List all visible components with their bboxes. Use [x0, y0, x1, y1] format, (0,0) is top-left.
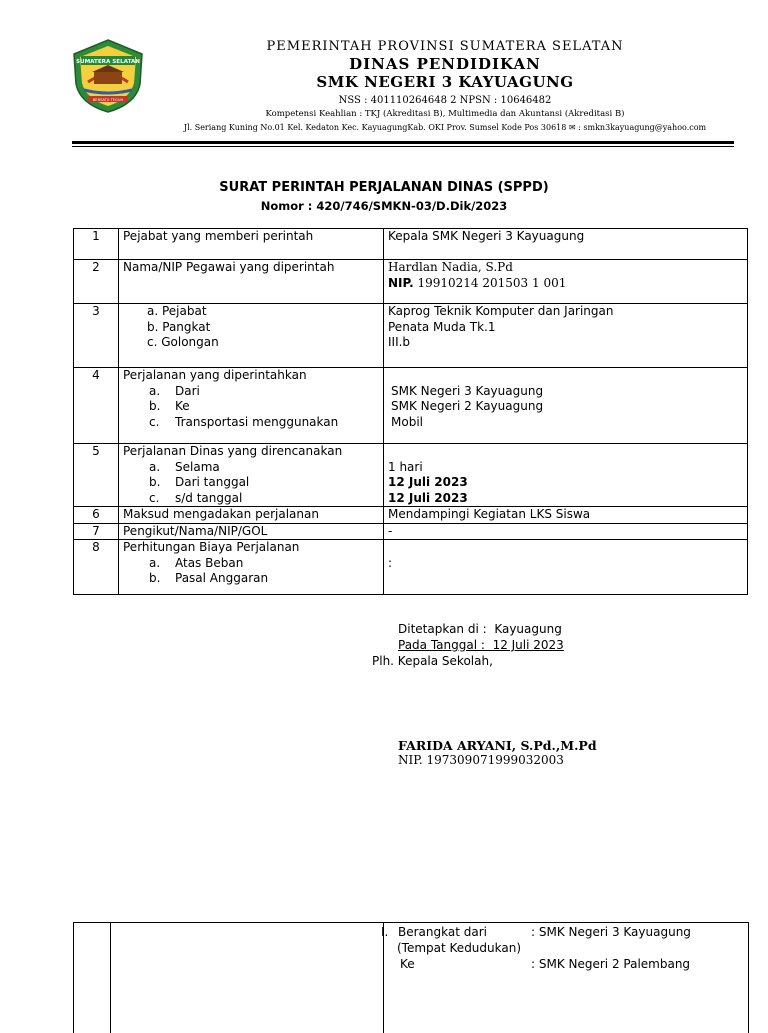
sub-value: Kaprog Teknik Komputer dan Jaringan — [388, 304, 614, 318]
row-label: Pejabat yang memberi perintah — [119, 229, 384, 260]
row-value: Mendampingi Kegiatan LKS Siswa — [384, 507, 748, 524]
list-marker: c. — [149, 414, 160, 429]
letterhead-rule-thick — [72, 141, 734, 144]
department-line: DINAS PENDIDIKAN — [349, 55, 541, 73]
logo-motto: BERSATU TEGUH — [92, 97, 124, 102]
departure-table — [73, 922, 749, 1033]
nip-label: NIP. — [388, 275, 414, 290]
table-row — [74, 540, 748, 595]
sub-value: SMK Negeri 2 Kayuagung — [391, 399, 544, 413]
destination-key: Ke — [400, 957, 415, 971]
destination-value: : SMK Negeri 2 Palembang — [531, 957, 691, 971]
list-marker: a. — [149, 555, 161, 570]
school-name: SMK NEGERI 3 KAYUAGUNG — [316, 73, 574, 91]
sub-label: Transportasi menggunakan — [175, 414, 339, 429]
row-value: Kepala SMK Negeri 3 Kayuagung — [384, 229, 748, 260]
table-row — [74, 260, 748, 304]
row-number: 6 — [74, 507, 119, 524]
list-marker: a. — [149, 459, 161, 474]
logo-text: SUMATERA SELATAN — [76, 59, 140, 65]
sub-value: 12 Juli 2023 — [388, 475, 468, 489]
departure-from-value: : SMK Negeri 3 Kayuagung — [531, 925, 691, 939]
row-value — [384, 444, 748, 507]
section-label: Perhitungan Biaya Perjalanan — [123, 540, 300, 554]
row-label: Nama/NIP Pegawai yang diperintah — [119, 260, 384, 304]
section-label: Perjalanan yang diperintahkan — [123, 368, 307, 382]
sub-label: a. Pejabat — [147, 304, 207, 318]
list-marker: a. — [149, 383, 161, 398]
government-line: PEMERINTAH PROVINSI SUMATERA SELATAN — [266, 39, 624, 54]
signer-name: FARIDA ARYANI, S.Pd.,M.Pd — [398, 738, 597, 753]
column-divider — [383, 923, 384, 1033]
school-ids: NSS : 401110264648 2 NPSN : 10646482 — [338, 95, 552, 106]
row-label — [119, 444, 384, 507]
sub-value: Penata Muda Tk.1 — [388, 319, 496, 334]
list-marker: b. — [149, 399, 161, 413]
table-row — [74, 444, 748, 507]
employee-name: Hardlan Nadia, S.Pd — [388, 260, 513, 274]
sub-value: SMK Negeri 3 Kayuagung — [391, 383, 544, 398]
row-number: 5 — [74, 444, 119, 507]
issued-place — [398, 622, 562, 636]
row-label: Maksud mengadakan perjalanan — [119, 507, 384, 524]
departure-note: (Tempat Kedudukan) — [397, 941, 522, 955]
sub-value: 12 Juli 2023 — [388, 490, 468, 505]
sub-value: : — [388, 555, 393, 570]
sub-label: s/d tanggal — [175, 490, 243, 505]
provincial-logo — [70, 38, 146, 114]
row-number: 4 — [74, 368, 119, 444]
section-label: Perjalanan Dinas yang direncanakan — [123, 444, 343, 458]
table-row — [74, 304, 748, 368]
document-number: Nomor : 420/746/SMKN-03/D.Dik/2023 — [260, 199, 508, 213]
sub-label: Dari — [175, 383, 200, 398]
document-title: SURAT PERINTAH PERJALANAN DINAS (SPPD) — [219, 180, 549, 195]
departure-from-key: Berangkat dari — [398, 925, 487, 939]
row-number: 8 — [74, 540, 119, 595]
sub-label: b. Pangkat — [147, 319, 211, 334]
issued-date-key: Pada Tanggal : — [398, 638, 485, 652]
row-label — [119, 304, 384, 368]
address-line: Jl. Seriang Kuning No.01 Kel. Kedaton Kec. KayuagungKab. OKI Prov. Sumsel Kode Pos 30618 ✉ : smkn3kayuagung@yahoo.com — [183, 123, 707, 132]
row-label: Pengikut/Nama/NIP/GOL — [119, 523, 384, 540]
sub-value: 1 hari — [388, 459, 423, 474]
list-marker: I. — [381, 925, 389, 939]
row-number: 7 — [74, 523, 119, 540]
sppd-table — [73, 228, 748, 595]
issued-date-value: 12 Juli 2023 — [492, 638, 564, 652]
row-value — [384, 540, 748, 595]
row-number: 1 — [74, 229, 119, 260]
sub-label: Ke — [175, 399, 190, 413]
issued-date — [398, 638, 564, 652]
sub-label: Selama — [175, 459, 220, 474]
employee-nip: 19910214 201503 1 001 — [413, 275, 567, 290]
row-value: - — [384, 523, 748, 540]
sub-label: Pasal Anggaran — [175, 571, 269, 585]
row-number: 2 — [74, 260, 119, 304]
row-label — [119, 368, 384, 444]
row-label — [119, 540, 384, 595]
letterhead-rule-thin — [72, 146, 734, 147]
sub-value: III.b — [388, 335, 411, 349]
list-marker: b. — [149, 571, 161, 585]
row-value — [384, 260, 748, 304]
signer-nip: NIP. 197309071999032003 — [398, 753, 564, 767]
signer-role: Plh. Kepala Sekolah, — [372, 654, 493, 668]
issued-place-value: Kayuagung — [494, 622, 562, 636]
list-marker: c. — [149, 490, 160, 505]
sub-value: Mobil — [391, 414, 423, 429]
list-marker: b. — [149, 475, 161, 489]
column-divider — [110, 923, 111, 1033]
sub-label: Dari tanggal — [175, 475, 250, 489]
table-row — [74, 507, 748, 524]
row-number: 3 — [74, 304, 119, 368]
row-value — [384, 368, 748, 444]
issued-place-key: Ditetapkan di : — [398, 622, 487, 636]
sub-label: c. Golongan — [147, 335, 219, 349]
sub-label: Atas Beban — [175, 555, 244, 570]
competencies-line: Kompetensi Keahlian : TKJ (Akreditasi B), Multimedia dan Akuntansi (Akreditasi B) — [265, 109, 625, 119]
table-row — [74, 368, 748, 444]
row-value — [384, 304, 748, 368]
table-row — [74, 523, 748, 540]
table-row — [74, 229, 748, 260]
